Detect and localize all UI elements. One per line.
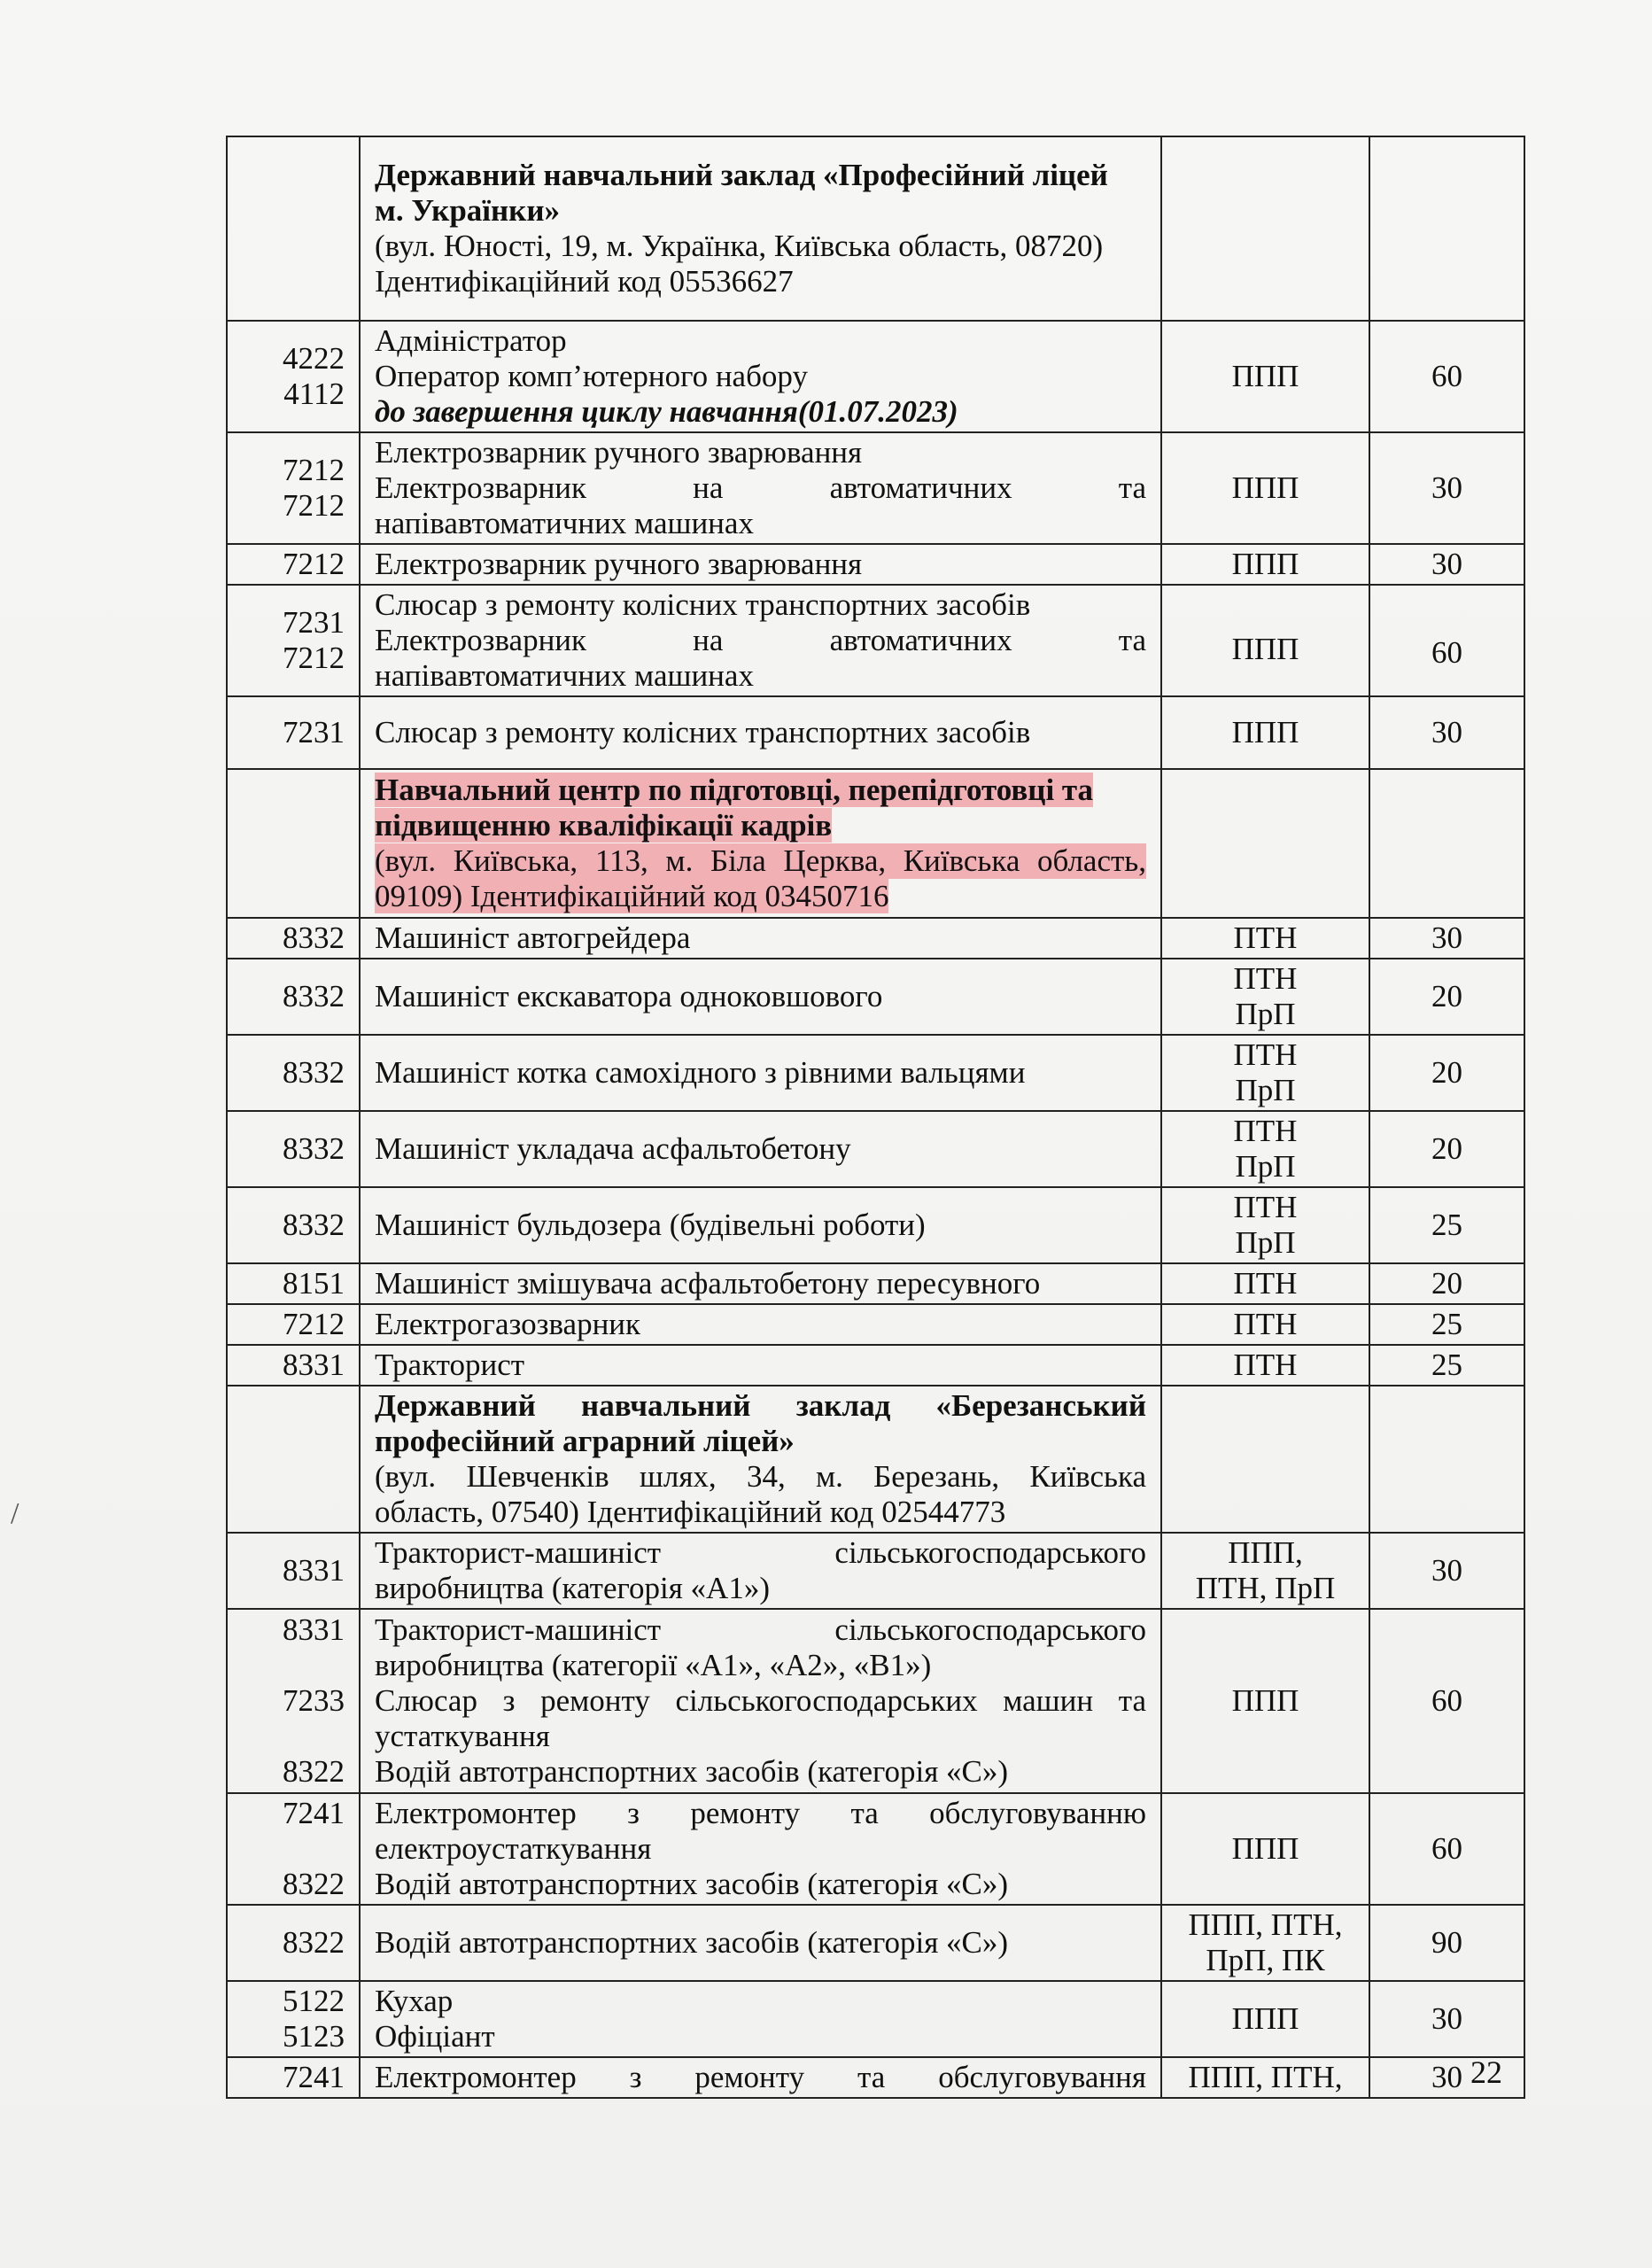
profession-code: 8322	[283, 1867, 345, 1901]
org-name: Навчальний центр по підготовці, перепідготовці та	[375, 773, 1094, 807]
code-cell: 8331	[227, 1533, 360, 1609]
table-row	[227, 918, 1524, 959]
code-cell	[227, 769, 360, 918]
count-cell: 30	[1369, 432, 1524, 544]
profession-code: 5123	[283, 2019, 345, 2054]
code-cell: 8332	[227, 1187, 360, 1263]
org-name: м. Українки»	[375, 193, 561, 228]
profession-cell: Машиніст змішувача асфальтобетону пересувного	[360, 1263, 1161, 1304]
profession-cell	[360, 1533, 1161, 1609]
profession-cell: Тракторист	[360, 1345, 1161, 1386]
org-id-code: Ідентифікаційний код 05536627	[375, 264, 794, 299]
profession-cell	[360, 1981, 1161, 2057]
count-cell: 60	[1369, 585, 1524, 696]
count-cell: 25	[1369, 1304, 1524, 1345]
count-cell: 60	[1369, 1609, 1524, 1793]
org-header-row	[227, 1386, 1524, 1533]
count-cell: 30	[1369, 696, 1524, 769]
profession-cell	[360, 432, 1161, 544]
profession-cell: Машиніст укладача асфальтобетону	[360, 1111, 1161, 1187]
spacer	[242, 1831, 345, 1867]
org-header-row	[227, 136, 1524, 321]
org-name: Державний навчальний заклад «Березанський	[375, 1388, 1146, 1423]
profession-name: напівавтоматичних машинах	[375, 506, 754, 540]
form-cell	[1161, 136, 1369, 321]
table-row	[227, 1111, 1524, 1187]
profession-name: Слюсар з ремонту сільськогосподарських машин та	[375, 1683, 1146, 1718]
count-cell	[1369, 136, 1524, 321]
org-address: (вул. Шевченків шлях, 34, м. Березань, Київська	[375, 1459, 1146, 1494]
profession-code: 4112	[283, 377, 345, 411]
org-cell	[360, 1386, 1161, 1533]
form-cell: ПТН	[1161, 918, 1369, 959]
profession-cell: Машиніст екскаватора одноковшового	[360, 959, 1161, 1035]
code-cell: 8332	[227, 1035, 360, 1111]
page-number: 22	[1470, 2054, 1502, 2090]
form-cell: ПТН	[1161, 1304, 1369, 1345]
form-cell: ППП	[1161, 1793, 1369, 1905]
profession-name: Електрозварник на автоматичних та	[375, 470, 1146, 505]
training-form: ППП, ПТН,	[1188, 1907, 1343, 1942]
profession-cell: Машиніст автогрейдера	[360, 918, 1161, 959]
code-cell: 8332	[227, 959, 360, 1035]
profession-name: Електрозварник ручного зварювання	[375, 435, 863, 470]
margin-mark: /	[11, 1497, 19, 1530]
table-row	[227, 1263, 1524, 1304]
table-row	[227, 1035, 1524, 1111]
profession-cell: Водій автотранспортних засобів (категорія «С»)	[360, 1905, 1161, 1981]
form-cell	[1161, 1533, 1369, 1609]
form-cell	[1161, 1386, 1369, 1533]
code-cell	[227, 1386, 360, 1533]
profession-name: Електромонтер з ремонту та обслуговування	[375, 2060, 1146, 2094]
code-cell	[227, 321, 360, 432]
form-cell	[1161, 585, 1369, 696]
profession-cell: Електрозварник ручного зварювання	[360, 544, 1161, 585]
profession-name: Кухар	[375, 1984, 454, 2018]
profession-code: 7212	[283, 488, 345, 523]
profession-name: Електромонтер з ремонту та обслуговуванню	[375, 1796, 1146, 1830]
profession-cell	[360, 585, 1161, 696]
profession-cell: Машиніст котка самохідного з рівними вальцями	[360, 1035, 1161, 1111]
form-cell: ППП	[1161, 544, 1369, 585]
profession-code: 7212	[283, 453, 345, 487]
profession-cell	[360, 2057, 1161, 2098]
spacer	[242, 1719, 345, 1754]
count-cell: 60	[1369, 321, 1524, 432]
form-cell	[1161, 769, 1369, 918]
table-row	[227, 1905, 1524, 1981]
code-cell	[227, 432, 360, 544]
profession-name: Електрозварник на автоматичних та	[375, 623, 1146, 657]
org-id-code: 09109) Ідентифікаційний код 03450716	[375, 879, 889, 913]
profession-cell: Машиніст бульдозера (будівельні роботи)	[360, 1187, 1161, 1263]
form-cell: ПТН	[1161, 1263, 1369, 1304]
form-cell: ППП	[1161, 1981, 1369, 2057]
count-cell: 25	[1369, 1345, 1524, 1386]
form-cell: ППП	[1161, 696, 1369, 769]
count-cell	[1369, 1386, 1524, 1533]
table-row	[227, 959, 1524, 1035]
count-cell: 90	[1369, 1905, 1524, 1981]
count-cell: 20	[1369, 1035, 1524, 1111]
org-header-row	[227, 769, 1524, 918]
table-row	[227, 321, 1524, 432]
training-form: ПрП	[1235, 1149, 1296, 1184]
training-form: ПрП	[1235, 1073, 1296, 1107]
profession-name: виробництва (категорія «А1»)	[375, 1571, 770, 1605]
training-form: ПТН, ПрП	[1195, 1571, 1336, 1605]
form-cell: ППП, ПТН,	[1161, 2057, 1369, 2098]
profession-name: Тракторист-машиніст сільськогосподарського	[375, 1535, 1146, 1570]
training-form: ПТН	[1233, 1037, 1298, 1072]
table-row	[227, 432, 1524, 544]
code-cell: 8332	[227, 1111, 360, 1187]
training-programs-table	[226, 136, 1525, 2099]
org-cell	[360, 769, 1161, 918]
count-cell: 30	[1369, 1533, 1524, 1609]
code-cell: 8322	[227, 1905, 360, 1981]
profession-code: 8331	[283, 1612, 345, 1647]
code-cell	[227, 136, 360, 321]
profession-code: 7231	[283, 605, 345, 640]
training-form: ППП,	[1228, 1535, 1303, 1570]
code-cell: 7231	[227, 696, 360, 769]
profession-name: устаткування	[375, 1719, 550, 1753]
profession-name: Оператор комп’ютерного набору	[375, 359, 808, 393]
form-cell	[1161, 1905, 1369, 1981]
table-row	[227, 585, 1524, 696]
count-cell: 25	[1369, 1187, 1524, 1263]
profession-name: Офіціант	[375, 2019, 495, 2054]
org-name: Державний навчальний заклад «Професійний ліцей	[375, 158, 1108, 192]
table-row	[227, 544, 1524, 585]
org-name: підвищенню кваліфікації кадрів	[375, 808, 833, 843]
form-cell	[1161, 1111, 1369, 1187]
training-form: ППП	[1231, 632, 1299, 666]
code-cell: 8332	[227, 918, 360, 959]
table-row	[227, 696, 1524, 769]
count-cell: 30	[1369, 2057, 1524, 2098]
profession-cell: Електрогазозварник	[360, 1304, 1161, 1345]
profession-name: Водій автотранспортних засобів (категорія «С»)	[375, 1754, 1009, 1789]
profession-name: Адміністратор	[375, 323, 567, 358]
count-cell: 60	[1369, 1793, 1524, 1905]
org-cell	[360, 136, 1161, 321]
form-cell: ПТН	[1161, 1345, 1369, 1386]
training-form: ППП	[1231, 470, 1299, 505]
code-cell: 7212	[227, 1304, 360, 1345]
org-id-code: область, 07540) Ідентифікаційний код 02544773	[375, 1495, 1006, 1529]
table-row	[227, 1609, 1524, 1793]
count-cell: 20	[1369, 1263, 1524, 1304]
profession-cell: Слюсар з ремонту колісних транспортних засобів	[360, 696, 1161, 769]
code-cell	[227, 1793, 360, 1905]
count-cell: 20	[1369, 1111, 1524, 1187]
profession-name: електроустаткування	[375, 1831, 652, 1866]
profession-code: 7212	[283, 641, 345, 675]
profession-name: Слюсар з ремонту колісних транспортних засобів	[375, 587, 1031, 622]
training-form: ПрП	[1235, 1225, 1296, 1260]
count-cell: 30	[1369, 1981, 1524, 2057]
table-row	[227, 1793, 1524, 1905]
count-cell: 30	[1369, 544, 1524, 585]
training-form: ПрП	[1235, 997, 1296, 1031]
profession-name: Тракторист-машиніст сільськогосподарського	[375, 1612, 1146, 1647]
profession-note: до завершення циклу навчання(01.07.2023)	[375, 394, 958, 429]
table-row	[227, 1533, 1524, 1609]
org-address: (вул. Юності, 19, м. Українка, Київська область, 08720)	[375, 229, 1104, 263]
training-form: ППП	[1231, 359, 1299, 393]
code-cell	[227, 585, 360, 696]
form-cell	[1161, 432, 1369, 544]
code-cell: 7241	[227, 2057, 360, 2098]
profession-cell	[360, 321, 1161, 432]
form-cell: ППП	[1161, 1609, 1369, 1793]
training-form: ПрП, ПК	[1206, 1943, 1325, 1977]
form-cell	[1161, 959, 1369, 1035]
profession-name: виробництва (категорії «А1», «А2», «В1»)	[375, 1648, 932, 1682]
table-row	[227, 1345, 1524, 1386]
profession-cell	[360, 1793, 1161, 1905]
spacer	[242, 1648, 345, 1683]
table-row	[227, 1981, 1524, 2057]
org-address: (вул. Київська, 113, м. Біла Церква, Київська область,	[375, 843, 1146, 878]
profession-name: напівавтоматичних машинах	[375, 658, 754, 693]
code-cell	[227, 1981, 360, 2057]
training-form: ПТН	[1233, 1190, 1298, 1224]
profession-name: Водій автотранспортних засобів (категорія «С»)	[375, 1867, 1009, 1901]
table-row	[227, 2057, 1524, 2098]
profession-code: 8322	[283, 1754, 345, 1789]
form-cell	[1161, 321, 1369, 432]
count-cell: 30	[1369, 918, 1524, 959]
code-cell: 7212	[227, 544, 360, 585]
form-cell	[1161, 1035, 1369, 1111]
training-form: ПТН	[1233, 961, 1298, 996]
code-cell	[227, 1609, 360, 1793]
profession-code: 5122	[283, 1984, 345, 2018]
code-cell: 8151	[227, 1263, 360, 1304]
table-row	[227, 1187, 1524, 1263]
profession-cell	[360, 1609, 1161, 1793]
profession-code: 7233	[283, 1683, 345, 1718]
org-name: професійний аграрний ліцей»	[375, 1424, 795, 1458]
code-cell: 8331	[227, 1345, 360, 1386]
profession-code: 4222	[283, 341, 345, 376]
profession-code: 7241	[283, 1796, 345, 1830]
training-form: ПТН	[1233, 1114, 1298, 1148]
form-cell	[1161, 1187, 1369, 1263]
count-cell	[1369, 769, 1524, 918]
table-row	[227, 1304, 1524, 1345]
count-cell: 20	[1369, 959, 1524, 1035]
